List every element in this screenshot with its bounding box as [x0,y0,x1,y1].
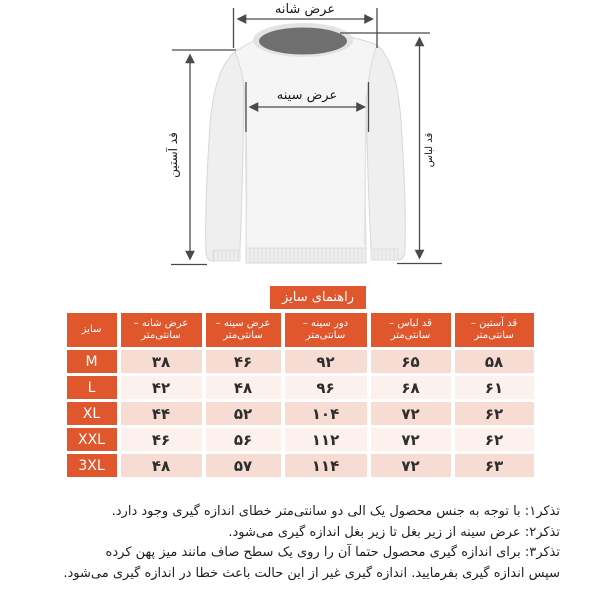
size-table [67,313,534,477]
header-label: دور سینه – [302,318,349,329]
chest-width-value: ۵۲ [206,402,281,425]
garment-length-label: قد لباس [424,132,435,168]
right-sleeve [366,45,405,260]
size-table-section [0,286,600,477]
sleeve-value: ۶۲ [455,428,534,451]
table-row [67,376,534,399]
table-row [67,454,534,477]
table-row [67,428,534,451]
header-size: سایز [67,313,117,347]
length-value: ۷۲ [371,428,451,451]
chest-round-value: ۱۱۲ [285,428,367,451]
sweater-body [235,30,377,263]
shoulder-value: ۴۲ [121,376,202,399]
chest-round-value: ۱۱۴ [285,454,367,477]
shoulder-value: ۴۸ [121,454,202,477]
header-unit: سانتی‌متر [223,330,263,341]
sleeve-value: ۶۳ [455,454,534,477]
table-header-row [67,313,534,347]
note-line: سپس اندازه گیری بفرمایید. اندازه گیری غیر از این حالت باعث خطا در اندازه گیری می‌شود. [63,565,560,581]
header-label: عرض سینه – [215,318,271,329]
chest-width-label: عرض سینه [276,88,338,103]
length-value: ۷۲ [371,454,451,477]
length-value: ۶۵ [371,350,451,373]
chest-width-value: ۵۷ [206,454,281,477]
note-line: تذکر۳: برای اندازه گیری محصول حتما آن را روی یک سطح صاف مانند میز پهن کرده [105,545,560,560]
size-cell: XL [67,402,117,425]
size-cell: 3XL [67,454,117,477]
sweatshirt-illustration [206,23,406,263]
sweater-measurement-diagram [0,0,600,278]
table-row [67,402,534,425]
header-chest-circumference [285,313,367,347]
header-label: قد آستین – [470,318,518,329]
note-line: تذکر۲: عرض سینه از زیر بغل تا زیر بغل اندازه گیری می‌شود. [228,524,560,540]
size-cell: XXL [67,428,117,451]
size-cell: L [67,376,117,399]
header-unit: سانتی‌متر [305,330,346,341]
header-shoulder-width [121,313,202,347]
measurement-notes [0,502,600,584]
header-unit: سانتی‌متر [390,330,431,341]
sleeve-length-label: قد آستین [166,132,180,178]
sleeve-value: ۶۲ [455,402,534,425]
length-value: ۶۸ [371,376,451,399]
shoulder-value: ۳۸ [121,350,202,373]
chest-round-value: ۹۲ [285,350,367,373]
left-sleeve [206,52,244,261]
header-label: قد لباس – [389,318,432,329]
sleeve-value: ۵۸ [455,350,534,373]
chest-round-value: ۹۶ [285,376,367,399]
chest-round-value: ۱۰۴ [285,402,367,425]
header-sleeve-length [455,313,534,347]
header-unit: سانتی‌متر [141,330,181,341]
header-label: عرض شانه – [133,318,189,329]
header-garment-length [371,313,451,347]
chest-width-value: ۴۸ [206,376,281,399]
right-cuff [371,249,398,260]
shoulder-width-label: عرض شانه [274,2,336,17]
table-row [67,350,534,373]
neck-opening [259,28,347,55]
hem-ribbing [246,248,366,263]
size-cell: M [67,350,117,373]
note-line: تذکر۱: با توجه به جنس محصول یک الی دو سانتی‌متر خطای اندازه گیری وجود دارد. [111,504,560,519]
header-unit: سانتی‌متر [474,330,514,341]
header-chest-width [206,313,281,347]
left-cuff [213,250,240,261]
size-guide-title: راهنمای سایز [270,286,366,309]
sleeve-value: ۶۱ [455,376,534,399]
chest-width-value: ۵۶ [206,428,281,451]
shoulder-value: ۴۶ [121,428,202,451]
shoulder-value: ۴۴ [121,402,202,425]
chest-width-value: ۴۶ [206,350,281,373]
length-value: ۷۲ [371,402,451,425]
